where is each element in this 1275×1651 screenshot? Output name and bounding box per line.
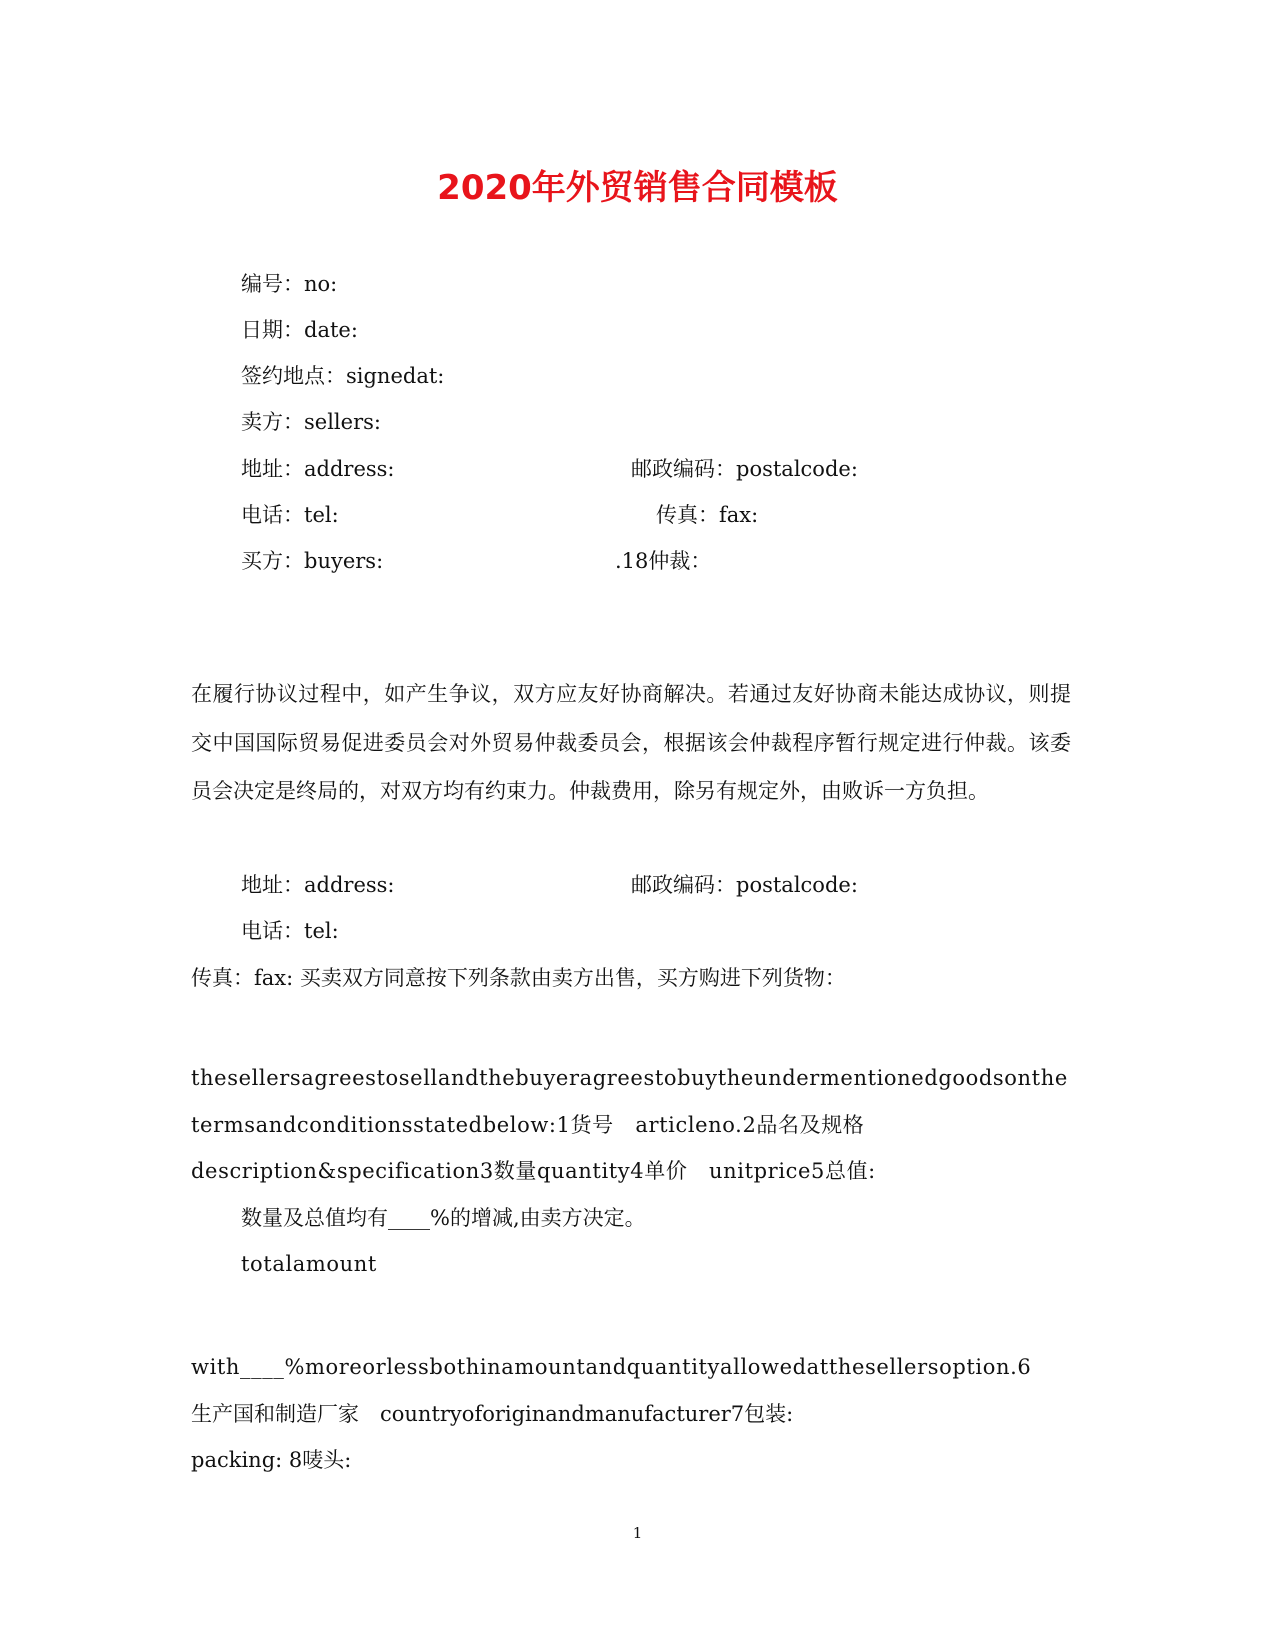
field-date: 日期：date: bbox=[241, 318, 358, 342]
field-buyer-address: 地址：address: bbox=[241, 873, 395, 897]
field-sellers: 卖方：sellers: bbox=[241, 410, 381, 434]
english-agreement-line-1: thesellersagreestosellandthebuyeragreestobuytheundermentionedgoodsonthe bbox=[191, 1066, 1068, 1090]
document-title: 2020年外贸销售合同模板 bbox=[437, 168, 838, 208]
field-seller-postal-code: 邮政编码：postalcode: bbox=[631, 457, 858, 481]
field-signed-at: 签约地点：signedat: bbox=[241, 364, 445, 388]
tolerance-english-line: with____%moreorlessbothinamountandquantityallowedatthesellersoption.6 bbox=[191, 1355, 1032, 1379]
page-number: 1 bbox=[632, 1524, 643, 1542]
field-seller-tel: 电话：tel: bbox=[241, 503, 339, 527]
field-buyer-tel: 电话：tel: bbox=[241, 919, 339, 943]
field-buyer-postal-code: 邮政编码：postalcode: bbox=[631, 873, 858, 897]
field-number: 编号：no: bbox=[241, 272, 338, 296]
quantity-tolerance-line: 数量及总值均有____%的增减,由卖方决定。 bbox=[241, 1206, 646, 1230]
english-agreement-line-2: termsandconditionsstatedbelow:1货号 articleno.2品名及规格 bbox=[191, 1113, 865, 1137]
english-agreement-line-3: description&specification3数量quantity4单价 unitprice5总值: bbox=[191, 1159, 876, 1183]
arbitration-paragraph: 在履行协议过程中，如产生争议，双方应友好协商解决。若通过友好协商未能达成协议，则提交中国国际贸易促进委员会对外贸易仲裁委员会，根据该会仲裁程序暂行规定进行仲裁。该委员会决定是终局的，对双方均有约束力。仲裁费用，除另有规定外，由败诉一方负担。 bbox=[191, 682, 1071, 804]
arbitration-heading: .18仲裁： bbox=[615, 549, 712, 573]
field-seller-address: 地址：address: bbox=[241, 457, 395, 481]
origin-line: 生产国和制造厂家 countryoforiginandmanufacturer7包装: bbox=[191, 1402, 794, 1426]
packing-line: packing: 8唛头: bbox=[191, 1448, 352, 1472]
total-amount-line: totalamount bbox=[241, 1252, 377, 1276]
fax-agreement-line: 传真：fax: 买卖双方同意按下列条款由卖方出售，买方购进下列货物： bbox=[191, 966, 846, 990]
field-seller-fax: 传真：fax: bbox=[656, 503, 759, 527]
field-buyers: 买方：buyers: bbox=[241, 549, 384, 573]
